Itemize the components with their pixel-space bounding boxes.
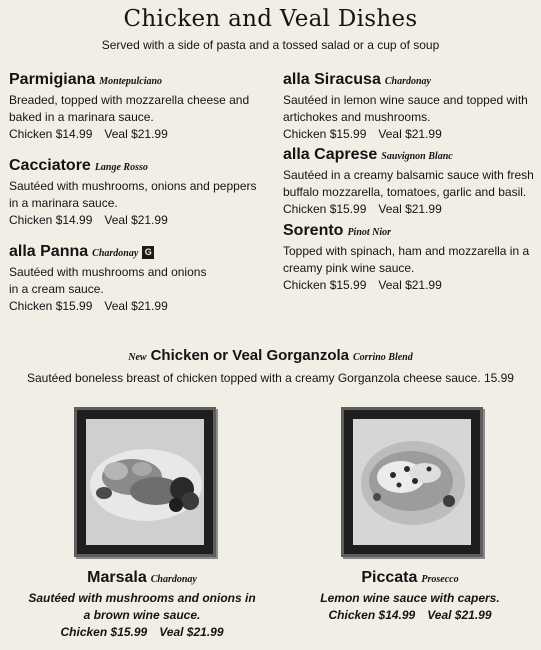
page-subtitle: Served with a side of pasta and a tossed salad or a cup of soup <box>101 38 440 52</box>
item-name: alla Caprese Sauvignon Blanc <box>283 146 453 163</box>
item-price: Chicken $14.99 Veal $21.99 <box>328 608 492 622</box>
wine-pairing: Chardonay <box>150 574 197 585</box>
menu-item-sorento <box>283 221 539 294</box>
menu-item-parmigiana <box>9 70 271 143</box>
gluten-free-badge: G <box>142 246 154 259</box>
item-description: Breaded, topped with mozzarella cheese and baked in a marinara sauce. <box>9 93 250 124</box>
item-description: Sautéed in lemon wine sauce and topped with artichokes and mushrooms. <box>283 93 528 124</box>
wine-pairing: Montepulciano <box>99 76 163 87</box>
item-price: Chicken $14.99 Veal $21.99 <box>9 213 168 227</box>
menu-item-alla-siracusa <box>283 70 533 143</box>
new-tag: New <box>128 352 147 363</box>
item-description: Sautéed in a creamy balsamic sauce with fresh buffalo mozzarella, tomatoes, garlic and basil. <box>283 168 534 199</box>
menu-item-marsala <box>22 568 262 641</box>
piccata-photo <box>341 407 483 557</box>
wine-pairing: Sauvignon Blanc <box>381 151 453 162</box>
item-name: Cacciatore Lange Rosso <box>9 157 148 174</box>
item-description: Sautéed with mushrooms and onions in a cream sauce. <box>9 265 207 296</box>
wine-pairing: Lange Rosso <box>94 162 148 173</box>
wine-pairing: Chardonay <box>92 248 139 259</box>
menu-item-piccata <box>295 568 525 624</box>
item-name: Parmigiana Montepulciano <box>9 71 163 88</box>
item-price: Chicken $15.99 Veal $21.99 <box>283 127 442 141</box>
marsala-dish-image <box>86 419 204 545</box>
item-name: alla Siracusa Chardonay <box>283 71 431 88</box>
menu-item-cacciatore <box>9 156 257 229</box>
item-description: Lemon wine sauce with capers. <box>320 591 500 605</box>
marsala-photo <box>74 407 216 557</box>
menu-item-gorganzola <box>0 346 541 387</box>
piccata-dish-image <box>353 419 471 545</box>
item-price: Chicken $15.99 Veal $21.99 <box>9 299 168 313</box>
item-price: Chicken $14.99 Veal $21.99 <box>9 127 168 141</box>
item-name: Sorento Pinot Nior <box>283 222 392 239</box>
item-description: Sautéed boneless breast of chicken topped with a creamy Gorganzola cheese sauce. 15.99 <box>27 371 514 385</box>
item-description: Sautéed with mushrooms, onions and peppers in a marinara sauce. <box>9 179 257 210</box>
page-title: Chicken and Veal Dishes <box>123 6 418 32</box>
item-name: Marsala Chardonay <box>87 569 197 586</box>
item-description: Sautéed with mushrooms and onions in a brown wine sauce. <box>28 591 256 622</box>
wine-pairing: Prosecco <box>421 574 459 585</box>
item-name: Piccata Prosecco <box>361 569 459 586</box>
wine-pairing: Pinot Nior <box>347 227 392 238</box>
menu-item-alla-caprese <box>283 145 539 218</box>
item-description: Topped with spinach, ham and mozzarella in a creamy pink wine sauce. <box>283 244 530 275</box>
wine-pairing: Chardonay <box>384 76 431 87</box>
menu-item-alla-panna <box>9 242 219 315</box>
item-name: alla Panna Chardonay G <box>9 242 219 264</box>
wine-pairing: Corrino Blend <box>353 352 413 363</box>
item-name: New Chicken or Veal Gorganzola Corrino Blend <box>128 347 413 364</box>
item-price: Chicken $15.99 Veal $21.99 <box>283 202 442 216</box>
item-price: Chicken $15.99 Veal $21.99 <box>60 625 224 639</box>
item-price: Chicken $15.99 Veal $21.99 <box>283 278 442 292</box>
